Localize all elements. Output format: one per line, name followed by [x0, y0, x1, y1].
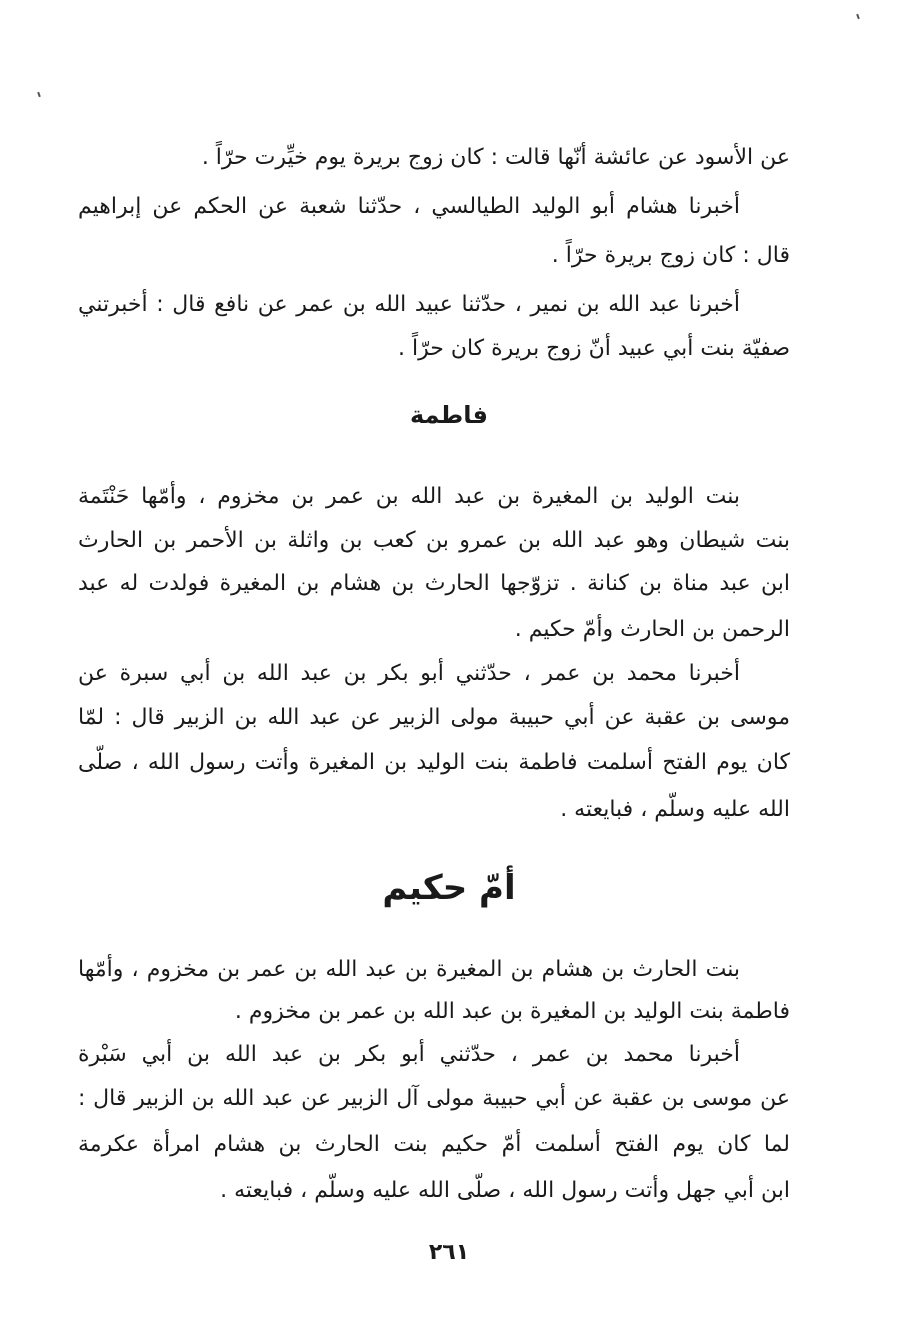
paragraph-line: كان يوم الفتح أسلمت فاطمة بنت الوليد بن المغيرة وأتت رسول الله ، صلّى: [78, 750, 790, 775]
paragraph-line: أخبرنا هشام أبو الوليد الطيالسي ، حدّثنا شعبة عن الحكم عن إبراهيم: [78, 194, 740, 219]
paragraph-line: الله عليه وسلّم ، فبايعته .: [560, 797, 790, 822]
paragraph-line: الرحمن بن الحارث وأمّ حكيم .: [514, 617, 790, 642]
paragraph-line: بنت الحارث بن هشام بن المغيرة بن عبد الله بن عمر بن مخزوم ، وأمّها: [78, 957, 740, 982]
paragraph-line: أخبرنا عبد الله بن نمير ، حدّثنا عبيد الله بن عمر عن نافع قال : أخبرتني: [78, 292, 740, 317]
paragraph-line: قال : كان زوج بريرة حرّاً .: [551, 243, 790, 268]
paragraph-line: بنت الوليد بن المغيرة بن عبد الله بن عمر بن مخزوم ، وأمّها حَنْتَمة: [78, 484, 740, 509]
paragraph-line: فاطمة بنت الوليد بن المغيرة بن عبد الله بن عمر بن مخزوم .: [234, 999, 790, 1024]
section-heading: فاطمة: [410, 401, 488, 429]
paragraph-line: عن الأسود عن عائشة أنّها قالت : كان زوج بريرة يوم خيِّرت حرّاً .: [201, 145, 790, 170]
paragraph-line: صفيّة بنت أبي عبيد أنّ زوج بريرة كان حرّاً .: [397, 336, 790, 361]
paragraph-line: أخبرنا محمد بن عمر ، حدّثني أبو بكر بن عبد الله بن أبي سبرة عن: [78, 661, 740, 686]
paragraph-line: موسى بن عقبة عن أبي حبيبة مولى الزبير عن عبد الله بن الزبير قال : لمّا: [78, 705, 790, 730]
paragraph-line: ابن أبي جهل وأتت رسول الله ، صلّى الله عليه وسلّم ، فبايعته .: [220, 1178, 790, 1203]
page-number: ٢٦١: [428, 1240, 470, 1265]
scan-speck: [37, 92, 41, 97]
scan-speck: [856, 14, 860, 19]
paragraph-line: أخبرنا محمد بن عمر ، حدّثني أبو بكر بن عبد الله بن أبي سَبْرة: [78, 1042, 740, 1067]
paragraph-line: بنت شيطان وهو عبد الله بن عمرو بن كعب بن واثلة بن الأحمر بن الحارث: [78, 528, 790, 553]
section-heading: أمّ حكيم: [382, 868, 516, 908]
paragraph-line: عن موسى بن عقبة عن أبي حبيبة مولى آل الزبير عن عبد الله بن الزبير قال :: [78, 1086, 790, 1111]
paragraph-line: لما كان يوم الفتح أسلمت أمّ حكيم بنت الحارث بن هشام امرأة عكرمة: [78, 1132, 790, 1157]
paragraph-line: ابن عبد مناة بن كنانة . تزوّجها الحارث بن هشام بن المغيرة فولدت له عبد: [78, 571, 790, 596]
